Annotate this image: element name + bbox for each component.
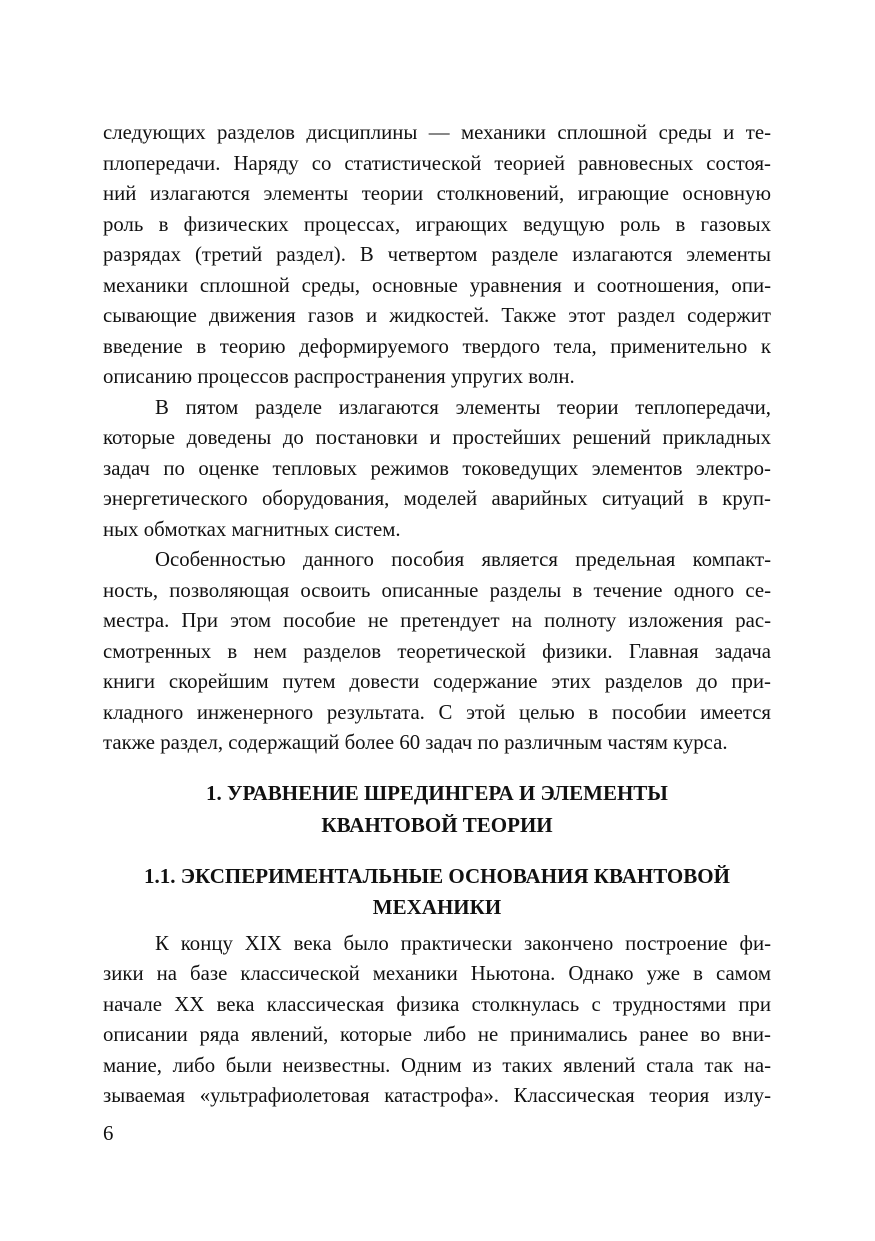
text-line: также раздел, содержащий более 60 задач по различным частям курса. bbox=[103, 731, 728, 754]
text-line: введение в теорию деформируемого твердого тела, применительно к bbox=[103, 334, 771, 358]
text-line: ний излагаются элементы теории столкновений, играющие основную bbox=[103, 182, 771, 205]
section-heading bbox=[103, 861, 771, 923]
text-line: плопередачи. Наряду со статистической теорией равновесных состоя- bbox=[103, 151, 771, 175]
section-heading-line: МЕХАНИКИ bbox=[372, 894, 502, 919]
text-line: энергетического оборудования, моделей аварийных ситуаций в круп- bbox=[103, 487, 771, 510]
text-line: зики на базе классической механики Ньютона. Однако уже в самом bbox=[103, 962, 771, 985]
paragraph-2 bbox=[103, 393, 771, 546]
text-line: механики сплошной среды, основные уравнения и соотношения, опи- bbox=[103, 273, 771, 297]
page-number: 6 bbox=[103, 1122, 114, 1145]
text-line: которые доведены до постановки и простейших решений прикладных bbox=[103, 426, 771, 449]
text-line: описанию процессов распространения упругих волн. bbox=[103, 365, 575, 388]
text-line: сывающие движения газов и жидкостей. Также этот раздел содержит bbox=[103, 304, 771, 327]
text-line: мание, либо были неизвестны. Одним из таких явлений стала так на- bbox=[103, 1053, 771, 1077]
text-line: ность, позволяющая освоить описанные разделы в течение одного се- bbox=[103, 578, 771, 602]
text-line: книги скорейшим путем довести содержание этих разделов до при- bbox=[103, 670, 771, 693]
paragraph-1 bbox=[103, 118, 771, 393]
text-line: следующих разделов дисциплины — механики сплошной среды и те- bbox=[103, 121, 771, 144]
text-line: начале XX века классическая физика столкнулась с трудностями при bbox=[103, 992, 771, 1016]
text-line: К концу XIX века было практически закончено построение фи- bbox=[155, 931, 771, 955]
text-line: смотренных в нем разделов теоретической физики. Главная задача bbox=[103, 639, 771, 663]
chapter-heading-line: 1. УРАВНЕНИЕ ШРЕДИНГЕРА И ЭЛЕМЕНТЫ bbox=[206, 780, 668, 805]
text-line: задач по оценке тепловых режимов токоведущих элементов электро- bbox=[103, 456, 771, 480]
text-line: роль в физических процессах, играющих ведущую роль в газовых bbox=[103, 212, 771, 236]
text-line: кладного инженерного результата. С этой целью в пособии имеется bbox=[103, 700, 771, 724]
text-line: местра. При этом пособие не претендует на полноту изложения рас- bbox=[103, 609, 771, 632]
text-line: зываемая «ультрафиолетовая катастрофа». Классическая теория излу- bbox=[103, 1084, 771, 1107]
text-line: ных обмотках магнитных систем. bbox=[103, 517, 401, 541]
chapter-heading bbox=[103, 777, 771, 841]
text-line: В пятом разделе излагаются элементы теории теплопередачи, bbox=[155, 395, 771, 419]
chapter-heading-line: КВАНТОВОЙ ТЕОРИИ bbox=[321, 812, 553, 837]
text-line: Особенностью данного пособия является предельная компакт- bbox=[155, 548, 771, 571]
text-line: описании ряда явлений, которые либо не принимались ранее во вни- bbox=[103, 1023, 771, 1046]
paragraph-4 bbox=[103, 929, 771, 1112]
page-content bbox=[103, 118, 771, 1112]
text-line: разрядах (третий раздел). В четвертом разделе излагаются элементы bbox=[103, 243, 771, 266]
paragraph-3 bbox=[103, 545, 771, 759]
section-heading-line: 1.1. ЭКСПЕРИМЕНТАЛЬНЫЕ ОСНОВАНИЯ КВАНТОВОЙ bbox=[144, 863, 730, 888]
